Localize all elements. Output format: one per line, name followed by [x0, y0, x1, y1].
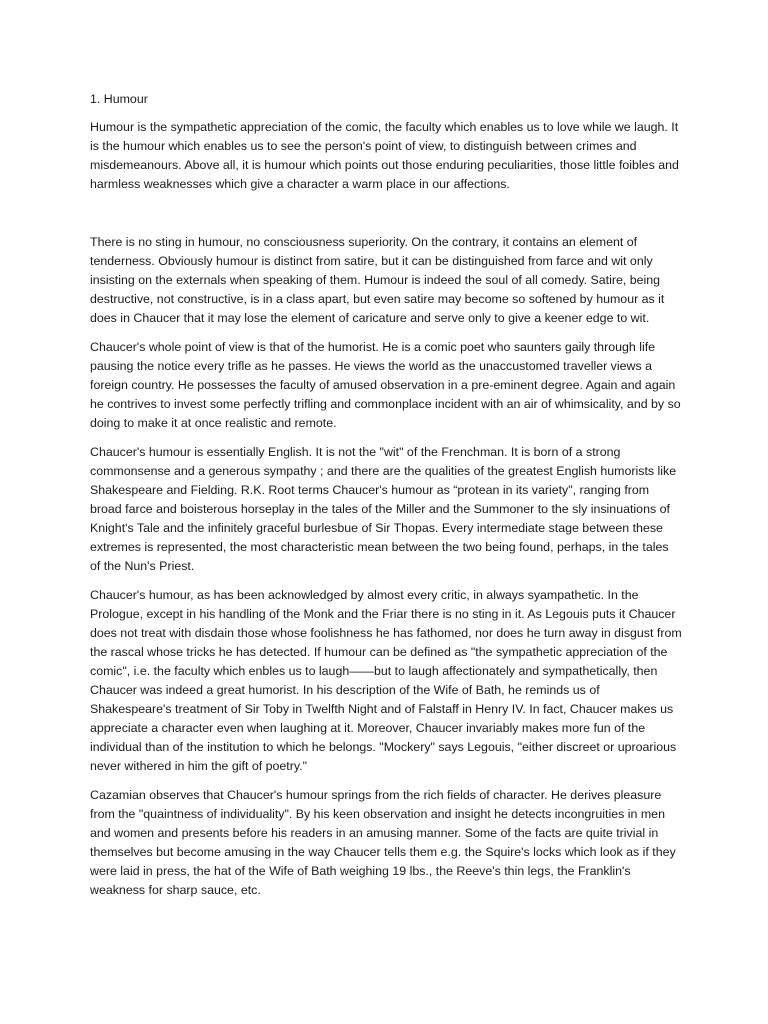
- paragraph-english-humour: Chaucer's humour is essentially English. It is not the "wit" of the Frenchman. It is born of a strong commonsense and a generous sympathy ; and there are the qualities of the greatest English humorists like Shakespeare and Fielding. R.K. Root terms Chaucer's humour as “protean in its variety", ranging from broad farce and boisterous horseplay in the tales of the Miller and the Summoner to the sly insinuations of Knight's Tale and the infinitely graceful burlesbue of Sir Thopas. Every intermediate stage between these extremes is represented, the most characteristic mean between the two being found, perhaps, in the tales of the Nun's Priest.: [90, 445, 677, 573]
- paragraph-no-sting: There is no sting in humour, no consciousness superiority. On the contrary, it contains an element of tenderness. Obviously humour is distinct from satire, but it can be distinguished from farce and wit only insisting on the externals when speaking of them. Humour is indeed the soul of all comedy. Satire, being destructive, not constructive, is in a class apart, but even satire may become so softened by humour as it does in Chaucer that it may lose the element of caricature and serve only to give a keener edge to wit.: [90, 235, 665, 325]
- paragraph-point-of-view: Chaucer's whole point of view is that of the humorist. He is a comic poet who saunters gaily through life pausing the notice every trifle as he passes. He views the world as the unaccustomed traveller views a foreign country. He possesses the faculty of amused observation in a pre-eminent degree. Again and again he contrives to invest some perfectly trifling and commonplace incident with an air of whimsicality, and by so doing to make it at once realistic and remote.: [90, 340, 681, 430]
- section-heading: 1. Humour: [90, 92, 148, 106]
- paragraph-definition: Humour is the sympathetic appreciation of the comic, the faculty which enables us to love while we laugh. It is the humour which enables us to see the person's point of view, to distinguish between crimes and misdemeanours. Above all, it is humour which points out those enduring peculiarities, those little foibles and harmless weaknesses which give a character a warm place in our affections.: [90, 120, 679, 191]
- document-page: [90, 90, 682, 910]
- paragraph-sympathetic: Chaucer's humour, as has been acknowledged by almost every critic, in always syampathetic. In the Prologue, except in his handling of the Monk and the Friar there is no sting in it. As Legouis puts it Chaucer does not treat with disdain those whose foolishness he has fathomed, nor does he turn away in disgust from the rascal whose tricks he has detected. If humour can be defined as "the sympathetic appreciation of the comic", i.e. the faculty which enbles us to laugh——but to laugh affectionately and sympathetically, then Chaucer was indeed a great humorist. In his description of the Wife of Bath, he reminds us of Shakespeare's treatment of Sir Toby in Twelfth Night and of Falstaff in Henry IV. In fact, Chaucer makes us appreciate a character even when laughing at it. Moreover, Chaucer invariably makes more fun of the individual than of the institution to which he belongs. "Mockery" says Legouis, "either discreet or uproarious never withered in him the gift of poetry.": [90, 588, 682, 773]
- paragraph-cazamian: Cazamian observes that Chaucer's humour springs from the rich fields of character. He derives pleasure from the "quaintness of individuality". By his keen observation and insight he detects incongruities in men and women and presents before his readers in an amusing manner. Some of the facts are quite trivial in themselves but become amusing in the way Chaucer tells them e.g. the Squire's locks which look as if they were laid in press, the hat of the Wife of Bath weighing 19 lbs., the Reeve's thin legs, the Franklin's weakness for sharp sauce, etc.: [90, 788, 676, 897]
